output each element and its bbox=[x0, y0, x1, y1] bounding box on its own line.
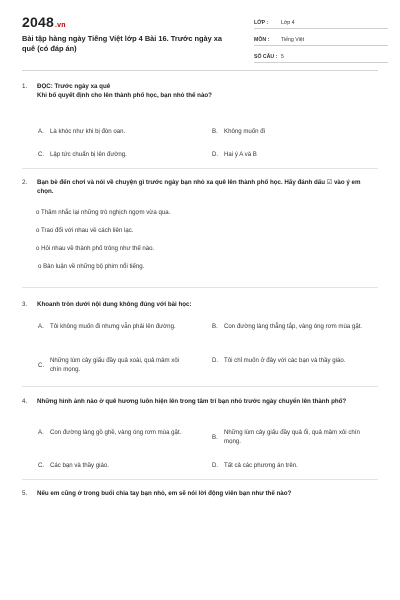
option-1d[interactable] bbox=[212, 150, 344, 159]
meta-key: SỐ CÂU : bbox=[254, 54, 278, 60]
option-letter: C. bbox=[38, 361, 45, 369]
option-4b[interactable] bbox=[212, 428, 374, 446]
question-3 bbox=[22, 300, 382, 309]
choice-item[interactable]: o Hỏi nhau về thành phố trông như thế nào. bbox=[36, 245, 155, 252]
option-3d[interactable] bbox=[212, 356, 374, 365]
option-letter: A. bbox=[38, 128, 44, 135]
option-text: Những lùm cây giấu đầy quả xoài, quả mâm xôi chín mọng. bbox=[50, 357, 180, 373]
question-separator bbox=[22, 386, 378, 387]
meta-value: 5 bbox=[281, 54, 284, 60]
meta-row-count bbox=[254, 48, 388, 63]
question-5 bbox=[22, 489, 382, 498]
option-letter: A. bbox=[38, 429, 44, 436]
question-heading: ĐỌC: Trước ngày xa quê bbox=[37, 83, 111, 90]
meta-row-subject bbox=[254, 31, 388, 46]
question-number: 3. bbox=[22, 301, 28, 308]
worksheet-title: Bài tập hàng ngày Tiếng Việt lớp 4 Bài 16. Trước ngày xa quê (có đáp án) bbox=[22, 34, 223, 53]
question-text: Khoanh tròn dưới nội dung không đúng với bài học: bbox=[37, 301, 192, 308]
option-letter: A. bbox=[38, 323, 44, 330]
option-text: Tôi chỉ muốn ở đây với các bạn và thầy giáo. bbox=[224, 357, 346, 364]
option-text: Con đường làng gồ ghề, vàng óng rơm mùa gặt. bbox=[50, 429, 182, 436]
option-text: Tất cả các phương án trên. bbox=[224, 462, 298, 469]
option-letter: D. bbox=[212, 462, 219, 469]
question-4 bbox=[22, 397, 382, 406]
choice-item[interactable]: o Bàn luận về những bộ phim nổi tiếng. bbox=[38, 263, 145, 270]
option-text: Tôi không muốn đi nhưng vẫn phải lên đường. bbox=[50, 323, 176, 330]
choice-item[interactable]: o Thăm nhắc lại những trò nghịch ngợm vừa qua. bbox=[36, 209, 171, 216]
option-text: Lập tức chuẩn bị lên đường. bbox=[50, 151, 127, 158]
option-text: Các bạn và thầy giáo. bbox=[50, 462, 109, 469]
worksheet-header bbox=[22, 14, 382, 60]
site-logo[interactable] bbox=[22, 14, 66, 30]
meta-row-grade bbox=[254, 14, 388, 29]
question-text: Những hình ảnh nào ở quê hương luôn hiện lên trong tâm trí bạn nhỏ trước ngày chuyển lên thành phố? bbox=[37, 398, 347, 405]
question-separator bbox=[22, 287, 378, 288]
option-letter: C. bbox=[38, 151, 45, 158]
option-text: Là khóc như khi bị đòn oan. bbox=[50, 128, 126, 135]
option-letter: D. bbox=[212, 151, 219, 158]
meta-value: Tiếng Việt bbox=[281, 37, 305, 43]
option-3a[interactable] bbox=[38, 322, 190, 331]
question-text: Nếu em cũng ở trong buổi chia tay bạn nhỏ, em sẽ nói lời động viên bạn như thế nào? bbox=[37, 490, 292, 497]
worksheet-meta bbox=[254, 14, 388, 65]
option-1b[interactable] bbox=[212, 127, 344, 136]
option-text: Hai ý A và B bbox=[224, 151, 257, 158]
question-2 bbox=[22, 178, 382, 196]
question-separator bbox=[22, 479, 378, 480]
option-letter: B. bbox=[212, 323, 218, 330]
question-number: 1. bbox=[22, 83, 28, 90]
question-1 bbox=[22, 82, 382, 100]
option-letter: B. bbox=[212, 433, 218, 441]
option-letter: C. bbox=[38, 462, 45, 469]
question-number: 5. bbox=[22, 490, 28, 497]
option-letter: D. bbox=[212, 357, 219, 364]
choice-item[interactable]: o Trao đổi với nhau về cách liên lạc. bbox=[36, 227, 134, 234]
option-1c[interactable] bbox=[38, 150, 200, 159]
meta-key: MÔN : bbox=[254, 37, 270, 43]
question-text: Bạn bè đến chơi và nói về chuyện gì trước ngày bạn nhỏ xa quê lên thành phố học. Hãy đánh dấu ☑ vào ý em chọn. bbox=[37, 179, 361, 195]
option-text: Con đường làng thẳng tắp, vàng óng rơm mùa gặt. bbox=[224, 323, 363, 330]
option-3b[interactable] bbox=[212, 322, 374, 331]
logo-main-text: 2048 bbox=[22, 14, 54, 30]
meta-key: LỚP : bbox=[254, 20, 269, 26]
question-number: 4. bbox=[22, 398, 28, 405]
logo-suffix-text: .vn bbox=[54, 22, 66, 29]
option-1a[interactable] bbox=[38, 127, 200, 136]
question-separator bbox=[22, 168, 378, 169]
option-letter: B. bbox=[212, 128, 218, 135]
option-text: Không muốn đi bbox=[224, 128, 265, 135]
answer-choices-list bbox=[36, 209, 356, 281]
option-4a[interactable] bbox=[38, 428, 190, 437]
option-3c[interactable] bbox=[38, 356, 190, 374]
question-number: 2. bbox=[22, 179, 28, 186]
option-4d[interactable] bbox=[212, 461, 374, 470]
option-4c[interactable] bbox=[38, 461, 190, 470]
meta-value: Lớp 4 bbox=[281, 20, 295, 26]
question-text: Khi bố quyết định cho lên thành phố học, bạn nhỏ thế nào? bbox=[37, 92, 212, 99]
header-divider bbox=[22, 70, 378, 71]
option-text: Những lùm cây giấu đầy quả ổi, quả mâm xôi chín mọng. bbox=[224, 429, 360, 445]
